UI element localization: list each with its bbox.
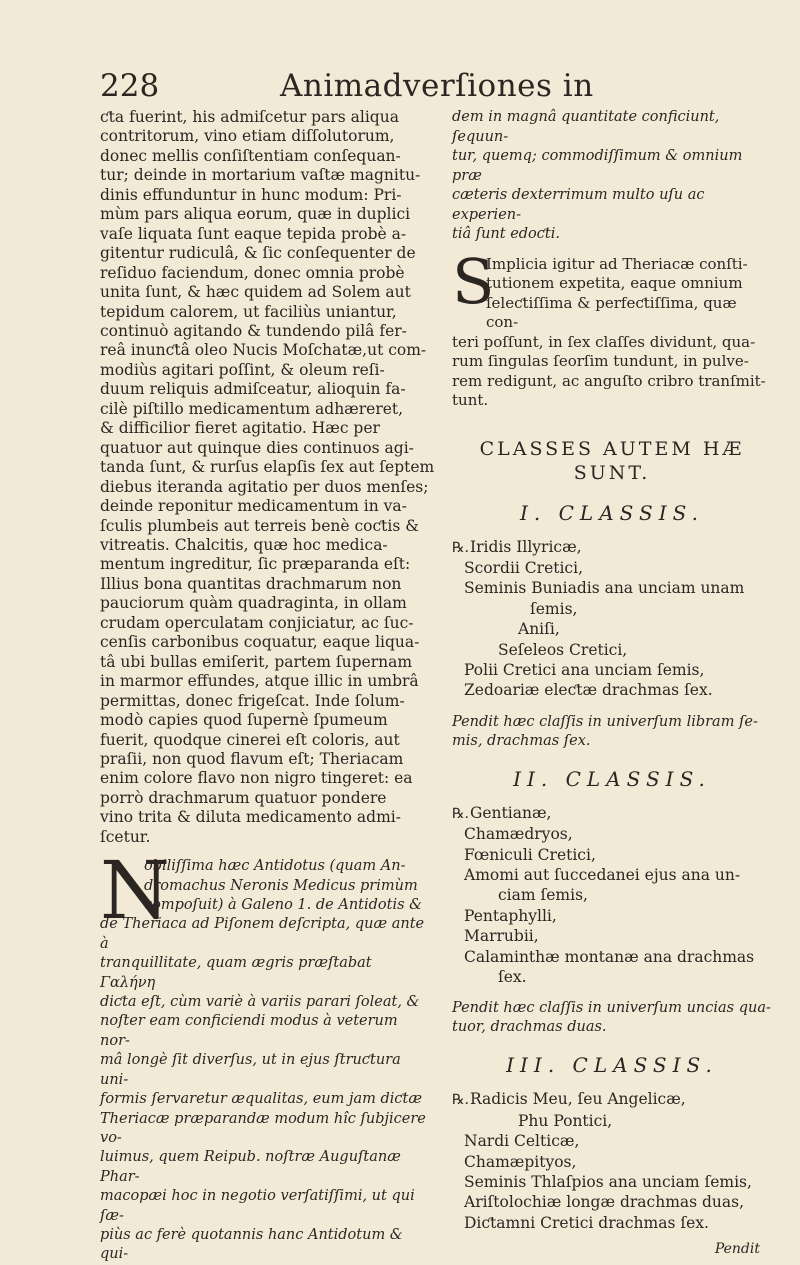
- ingredient-text: Diƈtamni Cretici drachmas ſex.: [464, 1213, 709, 1232]
- text-line: formis ſervaretur æqualitas, eum jam diƈtæ: [100, 1091, 422, 1108]
- ingredient-text: Seminis Thlaſpios ana unciam ſemis,: [464, 1173, 752, 1192]
- text-line: compoſuit) à Galeno 1. de Antidotis &: [144, 897, 423, 914]
- text-line: ƈta fuerint, his admiſcetur pars aliqua: [100, 108, 399, 126]
- catchword: Pendit: [714, 1241, 760, 1258]
- class-2-title: II. CLASSIS.: [513, 766, 711, 791]
- text-line: tutionem expetita, eaque omnium: [486, 274, 743, 292]
- text-line: modò capies quod ſupernè ſpumeum: [100, 711, 388, 730]
- ingredient-text: Nardi Celticæ,: [464, 1132, 580, 1151]
- text-line: cenſis carbonibus coquatur, eaque liqua-: [100, 633, 420, 652]
- ingredient-line: [452, 640, 772, 660]
- simplicia-paragraph: [452, 244, 772, 411]
- text-line: crudam operculatam conjiciatur, ac ſuc-: [100, 613, 414, 632]
- text-line: Implicia igitur ad Theriacæ conſti-: [486, 254, 748, 273]
- text-line: pauciorum quàm quadraginta, in ollam: [100, 594, 407, 613]
- ingredient-text: Phu Pontici,: [518, 1111, 613, 1130]
- ingredient-text: Polii Cretici ana unciam ſemis,: [464, 660, 705, 679]
- ingredient-text: ſex.: [498, 968, 527, 986]
- text-line: tâ ubi bullas emiſerit, partem ſupernam: [100, 652, 413, 671]
- ingredient-text: Amomi aut ſuccedanei ejus ana un-: [464, 865, 741, 884]
- classes-heading: [452, 437, 772, 485]
- text-line: vino trita & diluta medicamento admi-: [100, 808, 401, 827]
- ingredient-line: [452, 1089, 772, 1110]
- text-line: mâ longè ſit diverſus, ut in ejus ſtruƈtura uni-: [100, 1052, 401, 1088]
- ingredient-line: [452, 537, 772, 558]
- italic-continuation: [100, 915, 430, 1264]
- paragraph-continuation: [452, 333, 772, 411]
- ingredient-text: Seminis Buniadis ana unciam unam: [464, 579, 745, 598]
- ingredient-text: Aniſi,: [518, 620, 560, 639]
- class-3-title: III. CLASSIS.: [506, 1053, 718, 1078]
- ingredient-text: Chamædryos,: [464, 825, 573, 844]
- text-line: permittas, donec frigeſcat. Inde ſolum-: [100, 691, 405, 710]
- text-line: dem in magnâ quantitate conficiunt, ſequun-: [452, 109, 720, 145]
- ingredient-line: [452, 845, 772, 865]
- ingredient-line: [452, 680, 772, 700]
- text-line: piùs ac ferè quotannis hanc Antidotum & qui-: [100, 1226, 403, 1263]
- class-2-ingredients: [452, 803, 772, 988]
- weight-line: Pendit hæc claſſis in univerſum uncias qua-: [452, 1000, 771, 1017]
- text-line: tepidum calorem, ut faciliùs uniantur,: [100, 302, 397, 321]
- ingredient-line: [452, 660, 772, 680]
- ingredient-text: Zedoariæ eleƈtæ drachmas ſex.: [464, 681, 713, 700]
- ingredient-line: [452, 885, 772, 905]
- text-line: dromachus Neronis Medicus primùm: [144, 877, 418, 894]
- text-line: fuerit, quodque cinerei eſt coloris, aut: [100, 730, 400, 749]
- text-line: tur; deinde in mortarium vaſtæ magnitu-: [100, 166, 421, 185]
- weight-line: Pendit hæc claſſis in univerſum libram ſe-: [452, 713, 758, 730]
- text-line: unita ſunt, & hæc quidem ad Solem aut: [100, 283, 411, 302]
- text-line: Theriacæ præparandæ modum hîc ſubjicere vo-: [100, 1110, 426, 1146]
- text-line: enim colore flavo non nigro tingeret: ea: [100, 769, 413, 788]
- text-line: continuò agitando & tundendo pilâ fer-: [100, 321, 407, 340]
- text-line: ſculis plumbeis aut terreis benè coƈtis &: [100, 516, 420, 535]
- ingredient-text: Seſeleos Cretici,: [498, 640, 628, 659]
- text-line: cæteris dexterrimum multo uſu ac experien-: [452, 187, 705, 223]
- italic-top-lines: [452, 108, 772, 245]
- recipe-symbol: ℞.: [452, 805, 470, 822]
- ingredient-line: [452, 619, 772, 639]
- weight-line: tuor, drachmas duas.: [452, 1019, 607, 1036]
- dropcap-lines-right: [486, 255, 772, 333]
- text-line: teri poſſunt, in ſex claſſes dividunt, qua-: [452, 332, 756, 351]
- ingredient-text: Pentaphylli,: [464, 906, 557, 925]
- text-line: rem redigunt, ac anguſto cribro tranſmit-: [452, 371, 766, 390]
- text-line: rum ſingulas ſeorſim tundunt, in pulve-: [452, 352, 749, 370]
- text-line: de Theriaca ad Piſonem deſcripta, quæ ante à: [100, 916, 425, 952]
- recipe-symbol: ℞.: [452, 1092, 470, 1109]
- text-line: tur, quemq; commodiſſimum & omnium præ: [452, 148, 743, 184]
- drop-cap-n: N: [100, 844, 170, 938]
- ingredient-text: Calaminthæ montanæ ana drachmas: [464, 947, 755, 966]
- ingredient-text: ciam ſemis,: [498, 886, 588, 905]
- ingredient-text: Radicis Meu, ſeu Angelicæ,: [470, 1090, 686, 1109]
- text-line: vaſe liquata ſunt eaque tepida probè a-: [100, 224, 407, 243]
- ingredient-line: [452, 947, 772, 967]
- ingredient-line: [452, 578, 772, 598]
- text-line: Illius bona quantitas drachmarum non: [100, 574, 402, 593]
- ingredient-line: [452, 1152, 772, 1172]
- classes-heading-line2: SUNT.: [573, 461, 651, 484]
- ingredient-text: Gentianæ,: [470, 803, 552, 822]
- text-line: in marmor effundes, atque illic in umbrâ: [100, 672, 419, 691]
- text-line: diƈta eſt, cùm variè à variis parari ſoleat, &: [100, 994, 420, 1011]
- ingredient-line: [452, 558, 772, 578]
- text-line: tanda ſunt, & rurſus elapſis ſex aut ſeptem: [100, 458, 435, 477]
- text-line: donec mellis conſiſtentiam conſequan-: [100, 146, 401, 165]
- text-line: reâ inunƈtâ oleo Nucis Moſchatæ,ut com-: [100, 341, 427, 360]
- ingredient-line: [452, 865, 772, 885]
- text-line: & difficilior fieret agitatio. Hæc per: [100, 419, 380, 438]
- text-line: macopæi hoc in negotio verſatiſſimi, ut qui ſæ-: [100, 1188, 415, 1224]
- dropcap-lines: [144, 857, 430, 915]
- ingredient-line: [452, 906, 772, 926]
- ingredient-text: ſemis,: [530, 599, 578, 618]
- drop-cap-s: S: [452, 244, 495, 318]
- class-1-weight-note: [452, 713, 772, 751]
- text-line: cilè piſtillo medicamentum adhæreret,: [100, 399, 404, 418]
- ingredient-text: Chamæpityos,: [464, 1152, 577, 1171]
- nobilissima-paragraph: [100, 844, 430, 1265]
- left-body-text: [100, 108, 435, 847]
- ingredient-text: Fœniculi Cretici,: [464, 845, 596, 864]
- ingredient-line: [452, 803, 772, 824]
- text-line: quatuor aut quinque dies continuos agi-: [100, 438, 414, 457]
- text-line: mùm pars aliqua eorum, quæ in duplici: [100, 205, 411, 224]
- text-line: reſiduo faciendum, donec omnia probè: [100, 263, 405, 282]
- class-1-title: I. CLASSIS.: [520, 500, 704, 525]
- ingredient-text: Iridis Illyricæ,: [470, 537, 582, 556]
- ingredient-line: [452, 599, 772, 619]
- text-line: obiliſſima hæc Antidotus (quam An-: [144, 858, 406, 875]
- text-line: mentum ingreditur, ſic præparanda eſt:: [100, 555, 411, 574]
- ingredient-line: [452, 1192, 772, 1212]
- running-title: Animadverſiones in: [280, 68, 594, 104]
- ingredient-line: [452, 1172, 772, 1192]
- right-column: [452, 108, 772, 1257]
- ingredient-text: Ariſtolochiæ longæ drachmas duas,: [464, 1193, 745, 1212]
- text-line: contritorum, vino etiam diſſolutorum,: [100, 127, 395, 146]
- ingredient-line: [452, 967, 772, 987]
- ingredient-line: [452, 926, 772, 946]
- text-line: ſeleƈtiſſima & perfeƈtiſſima, quæ con-: [486, 293, 737, 331]
- text-line: diebus iteranda agitatio per duos menſes;: [100, 477, 429, 496]
- text-line: praſii, non quod flavum eſt; Theriacam: [100, 749, 404, 768]
- class-1-ingredients: [452, 537, 772, 701]
- text-line: dinis effunduntur in hunc modum: Pri-: [100, 185, 402, 204]
- text-line: luimus, quem Reipub. noſtræ Auguſtanæ Phar-: [100, 1149, 401, 1185]
- text-line: porrò drachmarum quatuor pondere: [100, 788, 387, 807]
- text-line: tranquillitate, quam ægris præſtabat Γαλήνη: [100, 955, 372, 991]
- text-line: tiâ ſunt edoƈti.: [452, 226, 560, 242]
- ingredient-line: [452, 1111, 772, 1131]
- ingredient-text: Scordii Cretici,: [464, 558, 583, 577]
- classes-heading-line1: CLASSES AUTEM HÆ: [479, 437, 745, 460]
- text-line: tunt.: [452, 391, 489, 409]
- text-line: deinde reponitur medicamentum in va-: [100, 497, 407, 516]
- text-line: noſter eam conficiendi modus à veterum nor-: [100, 1013, 398, 1049]
- ingredient-line: [452, 824, 772, 844]
- text-line: duum reliquis admiſceatur, alioquin fa-: [100, 380, 406, 399]
- left-column: [100, 108, 435, 1265]
- class-2-weight-note: [452, 999, 772, 1037]
- weight-line: mis, drachmas ſex.: [452, 732, 591, 749]
- class-3-ingredients: [452, 1089, 772, 1233]
- page-number: 228: [100, 68, 160, 104]
- ingredient-line: [452, 1131, 772, 1151]
- ingredient-line: [452, 1213, 772, 1233]
- ingredient-text: Marrubii,: [464, 927, 539, 946]
- text-line: vitreatis. Chalcitis, quæ hoc medica-: [100, 535, 388, 554]
- text-line: ſcetur.: [100, 827, 151, 846]
- text-line: modiùs agitari poſſint, & oleum reſi-: [100, 360, 385, 379]
- page-header: [100, 68, 780, 112]
- recipe-symbol: ℞.: [452, 539, 470, 556]
- text-line: gitentur rudiculâ, & ſic conſequenter de: [100, 244, 416, 263]
